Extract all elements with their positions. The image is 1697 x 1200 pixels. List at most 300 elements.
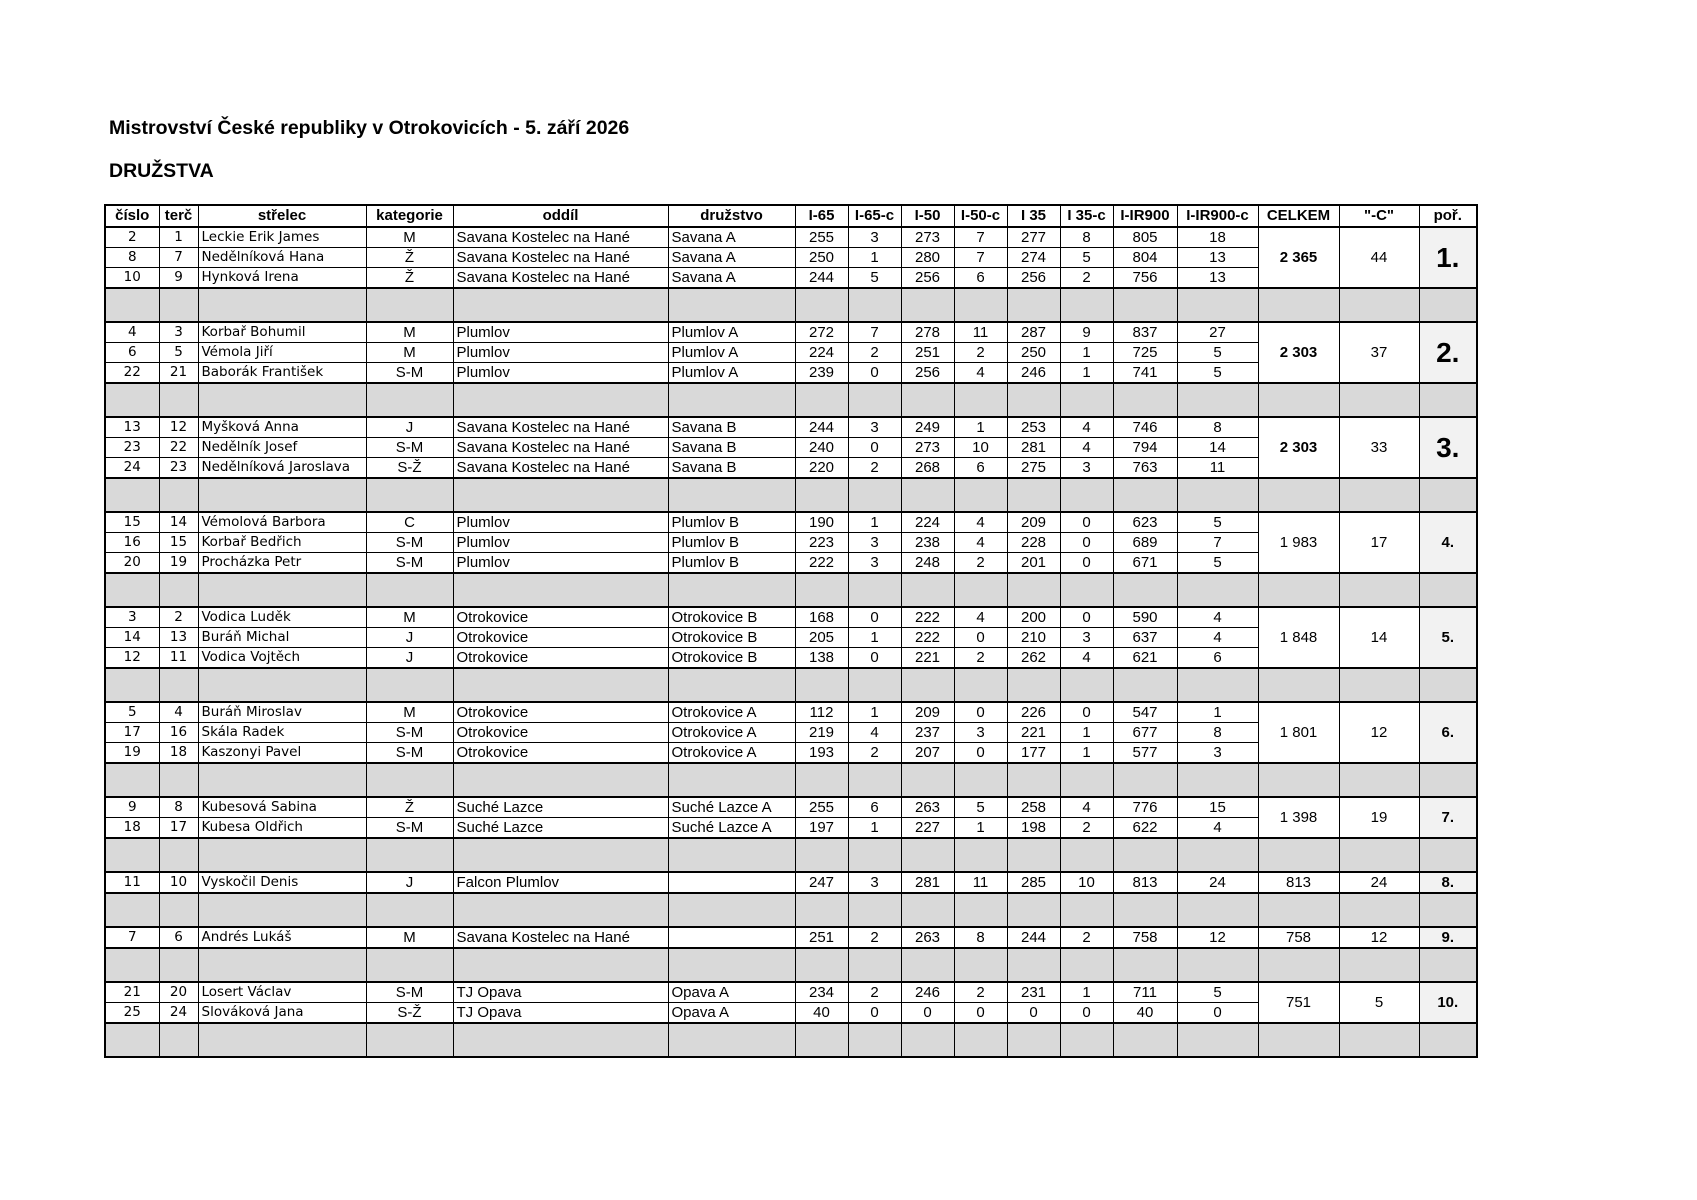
separator-cell [1177, 948, 1258, 982]
separator-cell [159, 948, 198, 982]
cell-iir900c: 27 [1177, 322, 1258, 343]
cell-iir900: 763 [1113, 458, 1177, 479]
cell-oddil: Plumlov [453, 553, 668, 574]
cell-i65: 168 [795, 607, 848, 628]
separator-cell [1258, 288, 1339, 322]
cell-terc: 17 [159, 818, 198, 839]
cell-i65: 240 [795, 438, 848, 458]
cell-i65: 244 [795, 268, 848, 289]
cell-terc: 24 [159, 1003, 198, 1024]
cell-iir900c: 5 [1177, 553, 1258, 574]
cell-i35c: 0 [1060, 702, 1113, 723]
cell-iir900: 547 [1113, 702, 1177, 723]
cell-oddil: Plumlov [453, 322, 668, 343]
cell-i35: 262 [1007, 648, 1060, 669]
cell-i65: 220 [795, 458, 848, 479]
cell-druzstvo: Suché Lazce A [668, 818, 795, 839]
team-c-count: 44 [1339, 227, 1419, 288]
cell-druzstvo: Savana B [668, 458, 795, 479]
separator-cell [1339, 893, 1419, 927]
table-row [105, 702, 1477, 723]
cell-kategorie: S-M [366, 743, 453, 764]
cell-iir900c: 8 [1177, 417, 1258, 438]
cell-i65c: 2 [848, 982, 901, 1003]
cell-i65: 234 [795, 982, 848, 1003]
separator-cell [1339, 1023, 1419, 1057]
cell-terc: 18 [159, 743, 198, 764]
cell-cislo: 22 [105, 363, 159, 384]
cell-oddil: TJ Opava [453, 982, 668, 1003]
cell-cislo: 19 [105, 743, 159, 764]
column-header-iir900c: I-IR900-c [1177, 205, 1258, 227]
separator-cell [795, 948, 848, 982]
cell-cislo: 12 [105, 648, 159, 669]
cell-i65c: 1 [848, 628, 901, 648]
separator-cell [105, 763, 159, 797]
cell-i65: 197 [795, 818, 848, 839]
cell-strelec: Baborák František [198, 363, 366, 384]
cell-kategorie: Ž [366, 268, 453, 289]
cell-i35c: 4 [1060, 648, 1113, 669]
cell-i35c: 2 [1060, 268, 1113, 289]
cell-druzstvo: Plumlov B [668, 553, 795, 574]
separator-cell [1177, 893, 1258, 927]
cell-cislo: 5 [105, 702, 159, 723]
separator-cell [1258, 893, 1339, 927]
cell-terc: 9 [159, 268, 198, 289]
team-rank: 8. [1419, 872, 1477, 893]
cell-i35c: 2 [1060, 818, 1113, 839]
separator-cell [198, 573, 366, 607]
cell-terc: 6 [159, 927, 198, 948]
team-c-count: 33 [1339, 417, 1419, 478]
cell-cislo: 11 [105, 872, 159, 893]
separator-cell [795, 668, 848, 702]
separator-cell [1258, 383, 1339, 417]
cell-iir900c: 8 [1177, 723, 1258, 743]
cell-terc: 11 [159, 648, 198, 669]
cell-strelec: Skála Radek [198, 723, 366, 743]
column-header-oddil: oddíl [453, 205, 668, 227]
group-separator-row [105, 573, 1477, 607]
cell-iir900c: 15 [1177, 797, 1258, 818]
cell-i50c: 0 [954, 628, 1007, 648]
cell-kategorie: Ž [366, 797, 453, 818]
separator-cell [105, 383, 159, 417]
cell-i50c: 8 [954, 927, 1007, 948]
cell-oddil: Otrokovice [453, 628, 668, 648]
cell-terc: 12 [159, 417, 198, 438]
cell-druzstvo: Otrokovice B [668, 607, 795, 628]
cell-oddil: Otrokovice [453, 743, 668, 764]
cell-terc: 14 [159, 512, 198, 533]
separator-cell [848, 948, 901, 982]
cell-oddil: Savana Kostelec na Hané [453, 417, 668, 438]
separator-cell [453, 668, 668, 702]
cell-i65c: 4 [848, 723, 901, 743]
team-rank: 10. [1419, 982, 1477, 1023]
cell-iir900c: 4 [1177, 607, 1258, 628]
cell-i50c: 0 [954, 1003, 1007, 1024]
separator-cell [848, 478, 901, 512]
column-header-i50c: I-50-c [954, 205, 1007, 227]
cell-i50c: 4 [954, 533, 1007, 553]
cell-iir900c: 14 [1177, 438, 1258, 458]
cell-iir900: 756 [1113, 268, 1177, 289]
column-header-por: poř. [1419, 205, 1477, 227]
cell-terc: 10 [159, 872, 198, 893]
cell-cislo: 14 [105, 628, 159, 648]
cell-iir900c: 11 [1177, 458, 1258, 479]
team-c-count: 12 [1339, 702, 1419, 763]
cell-i35: 231 [1007, 982, 1060, 1003]
table-body [105, 227, 1477, 1057]
team-total: 1 801 [1258, 702, 1339, 763]
cell-i35c: 4 [1060, 797, 1113, 818]
cell-i50: 246 [901, 982, 954, 1003]
separator-cell [1113, 838, 1177, 872]
cell-terc: 1 [159, 227, 198, 248]
separator-cell [198, 668, 366, 702]
cell-oddil: Otrokovice [453, 723, 668, 743]
separator-cell [366, 893, 453, 927]
cell-i50: 222 [901, 628, 954, 648]
separator-cell [159, 893, 198, 927]
cell-i50c: 11 [954, 872, 1007, 893]
cell-i35: 198 [1007, 818, 1060, 839]
separator-cell [668, 573, 795, 607]
cell-i65c: 1 [848, 818, 901, 839]
cell-i50: 273 [901, 438, 954, 458]
team-total: 758 [1258, 927, 1339, 948]
team-total: 2 303 [1258, 322, 1339, 383]
separator-cell [848, 383, 901, 417]
cell-i35: 228 [1007, 533, 1060, 553]
cell-i65c: 0 [848, 607, 901, 628]
group-separator-row [105, 288, 1477, 322]
separator-cell [1339, 288, 1419, 322]
cell-terc: 19 [159, 553, 198, 574]
separator-cell [198, 948, 366, 982]
table-row [105, 512, 1477, 533]
cell-i50c: 3 [954, 723, 1007, 743]
separator-cell [1177, 288, 1258, 322]
cell-i65: 138 [795, 648, 848, 669]
separator-cell [1060, 838, 1113, 872]
cell-terc: 4 [159, 702, 198, 723]
separator-cell [668, 668, 795, 702]
cell-iir900: 741 [1113, 363, 1177, 384]
cell-iir900c: 13 [1177, 268, 1258, 289]
team-rank: 1. [1419, 227, 1477, 288]
table-row [105, 982, 1477, 1003]
separator-cell [1419, 478, 1477, 512]
cell-i35: 200 [1007, 607, 1060, 628]
cell-i35: 177 [1007, 743, 1060, 764]
team-total: 2 365 [1258, 227, 1339, 288]
cell-strelec: Procházka Petr [198, 553, 366, 574]
separator-cell [366, 383, 453, 417]
separator-cell [1419, 893, 1477, 927]
cell-i35: 244 [1007, 927, 1060, 948]
cell-i35c: 0 [1060, 1003, 1113, 1024]
cell-i35: 226 [1007, 702, 1060, 723]
separator-cell [198, 838, 366, 872]
separator-cell [198, 893, 366, 927]
cell-iir900c: 13 [1177, 248, 1258, 268]
separator-cell [105, 288, 159, 322]
cell-i50c: 2 [954, 982, 1007, 1003]
separator-cell [1007, 1023, 1060, 1057]
cell-i65: 239 [795, 363, 848, 384]
cell-i50: 227 [901, 818, 954, 839]
cell-oddil: Savana Kostelec na Hané [453, 458, 668, 479]
cell-cislo: 18 [105, 818, 159, 839]
cell-i65c: 3 [848, 533, 901, 553]
cell-i65c: 0 [848, 438, 901, 458]
cell-i65: 272 [795, 322, 848, 343]
separator-cell [1113, 478, 1177, 512]
separator-cell [954, 763, 1007, 797]
cell-iir900c: 5 [1177, 343, 1258, 363]
separator-cell [668, 288, 795, 322]
separator-cell [795, 838, 848, 872]
cell-i50: 281 [901, 872, 954, 893]
separator-cell [1007, 838, 1060, 872]
separator-cell [1060, 668, 1113, 702]
cell-i50c: 7 [954, 227, 1007, 248]
separator-cell [198, 383, 366, 417]
cell-i65c: 2 [848, 927, 901, 948]
separator-cell [159, 573, 198, 607]
separator-cell [1177, 838, 1258, 872]
separator-cell [795, 478, 848, 512]
cell-i50: 268 [901, 458, 954, 479]
column-header-i50: I-50 [901, 205, 954, 227]
cell-iir900c: 5 [1177, 512, 1258, 533]
cell-oddil: Plumlov [453, 512, 668, 533]
separator-cell [901, 763, 954, 797]
cell-terc: 2 [159, 607, 198, 628]
table-header-row [105, 205, 1477, 227]
table-row [105, 417, 1477, 438]
cell-oddil: Otrokovice [453, 648, 668, 669]
cell-i35c: 1 [1060, 343, 1113, 363]
cell-strelec: Andrés Lukáš [198, 927, 366, 948]
separator-cell [1060, 948, 1113, 982]
cell-strelec: Vémolová Barbora [198, 512, 366, 533]
cell-i65c: 1 [848, 512, 901, 533]
cell-iir900c: 5 [1177, 982, 1258, 1003]
cell-i35: 256 [1007, 268, 1060, 289]
cell-cislo: 10 [105, 268, 159, 289]
cell-i35c: 4 [1060, 417, 1113, 438]
separator-cell [453, 893, 668, 927]
cell-i50: 248 [901, 553, 954, 574]
column-header-i65: I-65 [795, 205, 848, 227]
cell-i65c: 0 [848, 363, 901, 384]
team-c-count: 24 [1339, 872, 1419, 893]
separator-cell [1177, 383, 1258, 417]
team-c-count: 19 [1339, 797, 1419, 838]
cell-iir900: 804 [1113, 248, 1177, 268]
table-row [105, 607, 1477, 628]
cell-oddil: TJ Opava [453, 1003, 668, 1024]
separator-cell [1258, 763, 1339, 797]
cell-cislo: 6 [105, 343, 159, 363]
group-separator-row [105, 893, 1477, 927]
separator-cell [954, 383, 1007, 417]
cell-i65: 219 [795, 723, 848, 743]
separator-cell [366, 838, 453, 872]
cell-strelec: Korbař Bohumil [198, 322, 366, 343]
separator-cell [1113, 668, 1177, 702]
cell-i65c: 2 [848, 343, 901, 363]
separator-cell [901, 838, 954, 872]
separator-cell [1113, 948, 1177, 982]
cell-i50c: 6 [954, 268, 1007, 289]
cell-cislo: 13 [105, 417, 159, 438]
cell-i65: 247 [795, 872, 848, 893]
cell-i50: 263 [901, 927, 954, 948]
separator-cell [901, 478, 954, 512]
cell-i35c: 4 [1060, 438, 1113, 458]
separator-cell [668, 1023, 795, 1057]
separator-cell [1113, 1023, 1177, 1057]
separator-cell [1060, 478, 1113, 512]
cell-iir900c: 18 [1177, 227, 1258, 248]
cell-i50: 251 [901, 343, 954, 363]
cell-kategorie: J [366, 628, 453, 648]
cell-druzstvo: Plumlov A [668, 363, 795, 384]
separator-cell [453, 573, 668, 607]
separator-cell [1007, 668, 1060, 702]
results-table [104, 204, 1478, 1058]
separator-cell [1007, 573, 1060, 607]
cell-i65c: 3 [848, 553, 901, 574]
cell-terc: 15 [159, 533, 198, 553]
cell-terc: 16 [159, 723, 198, 743]
team-rank: 2. [1419, 322, 1477, 383]
group-separator-row [105, 763, 1477, 797]
cell-i35c: 10 [1060, 872, 1113, 893]
cell-oddil: Savana Kostelec na Hané [453, 248, 668, 268]
cell-i50c: 1 [954, 818, 1007, 839]
separator-cell [795, 763, 848, 797]
separator-cell [848, 893, 901, 927]
separator-cell [198, 1023, 366, 1057]
cell-cislo: 8 [105, 248, 159, 268]
cell-i35: 281 [1007, 438, 1060, 458]
separator-cell [198, 763, 366, 797]
separator-cell [1258, 573, 1339, 607]
cell-i50c: 0 [954, 743, 1007, 764]
cell-i35: 250 [1007, 343, 1060, 363]
document-subtitle: DRUŽSTVA [109, 160, 214, 182]
cell-druzstvo: Otrokovice A [668, 723, 795, 743]
cell-i35c: 3 [1060, 628, 1113, 648]
cell-terc: 3 [159, 322, 198, 343]
separator-cell [159, 478, 198, 512]
cell-i50c: 11 [954, 322, 1007, 343]
separator-cell [1419, 288, 1477, 322]
cell-i50: 0 [901, 1003, 954, 1024]
cell-i65c: 0 [848, 1003, 901, 1024]
separator-cell [159, 383, 198, 417]
column-header-kategorie: kategorie [366, 205, 453, 227]
separator-cell [1113, 893, 1177, 927]
cell-strelec: Korbař Bedřich [198, 533, 366, 553]
group-separator-row [105, 948, 1477, 982]
table-row [105, 927, 1477, 948]
column-header-druzstvo: družstvo [668, 205, 795, 227]
cell-i35c: 2 [1060, 927, 1113, 948]
cell-oddil: Otrokovice [453, 702, 668, 723]
cell-iir900c: 7 [1177, 533, 1258, 553]
separator-cell [1339, 948, 1419, 982]
cell-iir900: 622 [1113, 818, 1177, 839]
cell-i50: 256 [901, 363, 954, 384]
separator-cell [1060, 893, 1113, 927]
separator-cell [453, 383, 668, 417]
separator-cell [1339, 838, 1419, 872]
team-rank: 3. [1419, 417, 1477, 478]
cell-strelec: Kubesová Sabina [198, 797, 366, 818]
cell-i50c: 2 [954, 553, 1007, 574]
cell-i50: 278 [901, 322, 954, 343]
separator-cell [1060, 288, 1113, 322]
cell-iir900: 621 [1113, 648, 1177, 669]
column-header-c: "-C" [1339, 205, 1419, 227]
cell-kategorie: S-M [366, 363, 453, 384]
separator-cell [366, 763, 453, 797]
cell-kategorie: J [366, 648, 453, 669]
cell-i35: 221 [1007, 723, 1060, 743]
separator-cell [198, 288, 366, 322]
group-separator-row [105, 668, 1477, 702]
cell-oddil: Savana Kostelec na Hané [453, 227, 668, 248]
separator-cell [795, 1023, 848, 1057]
cell-druzstvo [668, 872, 795, 893]
cell-i35c: 0 [1060, 512, 1113, 533]
cell-oddil: Falcon Plumlov [453, 872, 668, 893]
column-header-i35: I 35 [1007, 205, 1060, 227]
group-separator-row [105, 838, 1477, 872]
table-row [105, 872, 1477, 893]
cell-iir900: 837 [1113, 322, 1177, 343]
cell-i35: 275 [1007, 458, 1060, 479]
team-c-count: 14 [1339, 607, 1419, 668]
team-c-count: 5 [1339, 982, 1419, 1023]
separator-cell [105, 668, 159, 702]
cell-cislo: 7 [105, 927, 159, 948]
cell-oddil: Plumlov [453, 343, 668, 363]
cell-kategorie: S-M [366, 982, 453, 1003]
cell-kategorie: S-M [366, 533, 453, 553]
separator-cell [795, 893, 848, 927]
cell-druzstvo: Savana A [668, 227, 795, 248]
cell-druzstvo [668, 927, 795, 948]
cell-oddil: Plumlov [453, 363, 668, 384]
separator-cell [453, 763, 668, 797]
cell-oddil: Plumlov [453, 533, 668, 553]
cell-i35: 201 [1007, 553, 1060, 574]
cell-druzstvo: Otrokovice A [668, 743, 795, 764]
cell-cislo: 25 [105, 1003, 159, 1024]
cell-cislo: 23 [105, 438, 159, 458]
separator-cell [668, 948, 795, 982]
cell-cislo: 20 [105, 553, 159, 574]
